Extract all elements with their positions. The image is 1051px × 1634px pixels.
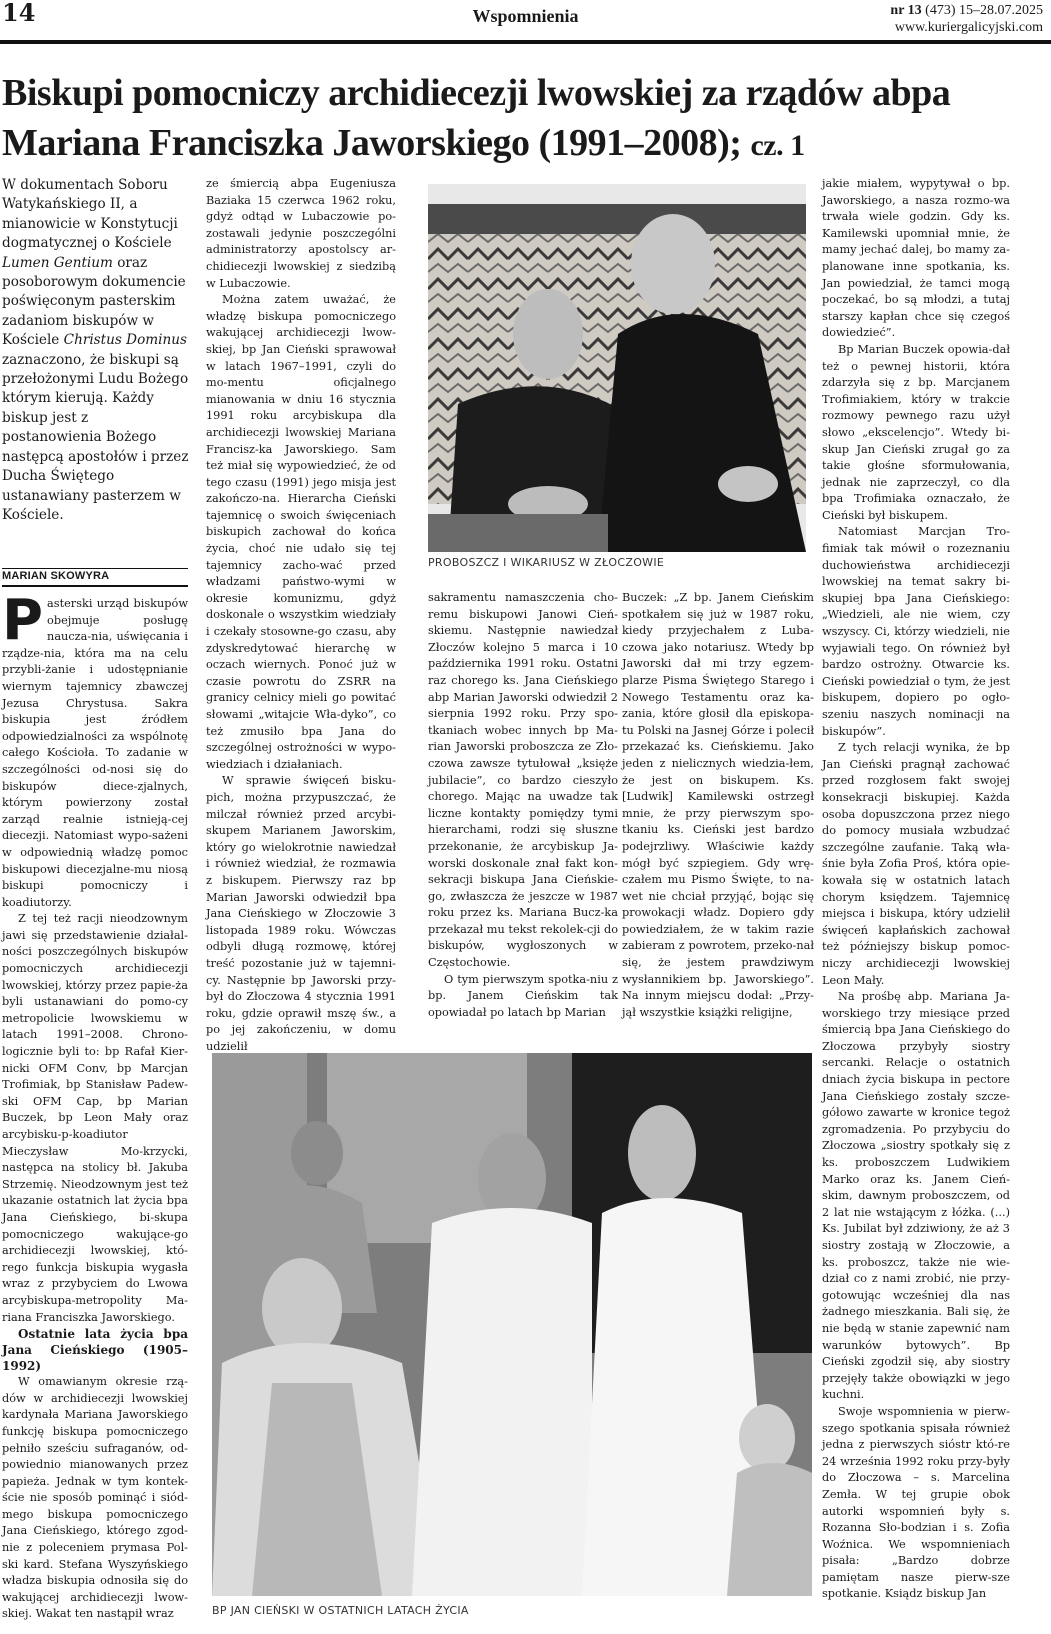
column-5	[822, 176, 1010, 1603]
section-title: Wspomnienia	[472, 6, 579, 26]
lead-italic: Lumen Gentium	[2, 254, 113, 271]
paragraph: Z tych relacji wynika, że bp Jan Cieński pragnął zachować przed rozgłosem fakt swojej konsekracji biskupiej. Każda osoba dopuszczona przez niego do pomocy musiała wzbudzać szczególne zaufanie. Taką wła-śnie była Zofia Proś, która opie-kowała się w ostatnich latach chorym księdzem. Tajemnicę miejsca i biskupa, który udzielił święceń kapłańskich zachował też późniejszy biskup pomoc-niczy archidiecezji lwowskiej Leon Mały.	[822, 741, 1010, 987]
paragraph: Natomiast Marcjan Tro-fimiak tak mówił o rozeznaniu duchowieństwa archidiecezji lwowskiej na temat sakry bi-skupiej bpa Jana Cieńskiego: „Wiedzieli, ale nie wiem, czy wszyscy. Ci, którzy wiedzieli, nie wyjawiali tego. On również był bardzo ostrożny. Otwarcie ks. Cieński powiedział o tym, że jest biskupem, dopiero po ogło-szeniu naszych nominacji na biskupów”.	[822, 525, 1010, 738]
paragraph: O tym pierwszym spotka-niu z bp. Janem Cieńskim tak opowiadał po latach bp Marian	[428, 972, 618, 1019]
issue-details: (473) 15–28.07.2025	[925, 3, 1043, 18]
author-byline: MARIAN SKOWYRA	[2, 570, 110, 582]
paragraph: W sprawie święceń bisku-pich, można przypuszczać, że milczał również przed arcybi-skupem Marianem Jaworskim, który go wielokrotnie nawiedzał i również wiedział, że rozmawia z biskupem. Pierwszy raz bp Marian Jaworski odwiedził bpa Jana Cieńskiego w Złoczowie 3 listopada 1989 roku. Wówczas odbyli długą rozmowę, której treść pozostanie już w tajemni-cy. Następnie bp Jaworski przy-był do Złoczowa 4 stycznia 1991 roku, gdzie oprawił mszę św., a po jej zakończeniu, w domu udzielił	[206, 774, 396, 1053]
paragraph: Bp Marian Buczek opowia-dał też o pewnej historii, która zdarzyła się z bp. Marcjanem Trofimiakiem, który w trakcie rozmowy pewnego razu użył słowo „ekscelencjo”. Wtedy bi-skup Jan Cieński zrugał go za takie głośne sformułowania, jednak nie zaprzeczył, co dla bpa Trofimiaka oznaczało, że Cieński był biskupem.	[822, 342, 1010, 522]
issue-info	[890, 2, 1043, 36]
photo-priests	[428, 184, 806, 552]
paragraph: Z tej też racji nieodzownym jawi się przedstawienie działal-ności poszczególnych biskupów pomocniczych archidiecezji lwowskiej, którzy przez papie-ża byli ustanawiani do pomo-cy metropolicie lwowskiemu w latach 1991–2008. Chrono-logicznie byli to: bp Rafał Kier-nicki OFM Conv, bp Marcjan Trofimiak, bp Stanisław Padew-ski OFM Cap, bp Marian Buczek, bp Leon Mały oraz arcybisku-p-koadiutor Mieczysław Mo-krzycki, następca na stolicy bł. Jakuba Strzemię. Nieodzownym jest też ukazanie ostatnich lat życia bpa Jana Cieńskiego, bi-skupa pomocniczego wakujące-go archidiecezji lwowskiej, któ-rego funkcja biskupia wygasła wraz z przybyciem do Lwowa arcybiskupa-metropolity Ma-riana Franciszka Jaworskiego.	[2, 912, 188, 1324]
title-part: cz. 1	[750, 129, 805, 162]
page-number: 14	[2, 0, 36, 27]
photo-caption: PROBOSZCZ I WIKARIUSZ W ZŁOCZOWIE	[428, 556, 665, 569]
byline-rule-bottom	[2, 585, 188, 587]
subheading: Ostatnie lata życia bpa Jana Cieńskiego (1905–1992)	[2, 1327, 188, 1374]
lead-text: zaznaczono, że biskupi są przełożonymi Ludu Bożego którym kierują. Każdy biskup jest z postanowienia Bożego następcą apostołów i przez Ducha Świętego ustanawiany pasterzem w Kościele.	[2, 351, 189, 523]
paragraph: Na prośbę abp. Mariana Ja-worskiego trzy miesiące przed śmiercią bpa Jana Cieńskiego do Złoczowa przybyły siostry sercanki. Relacje o ostatnich dniach życia biskupa in pectore Jana Cieńskiego zostały szcze-gółowo zawarte w kronice tegoż zgromadzenia. Po przybyciu do Złoczowa „siostry spotkały się z ks. proboszczem Ludwikiem Marko oraz ks. Janem Cień-skim, dawnym proboszczem, od 2 lat nie wstającym z łóżka. (...) Ks. Jubilat był zdziwiony, że aż 3 siostry zostają w Złoczowie, a ks. proboszcz, także nie wie-dział co z nami zrobić, nie przy-gotowując wcześniej dla nas żadnego mieszkania. Bali się, że nie będą w stanie zapewnić nam warunków bytowych”. Bp Cieński zgodził się, aby siostry przejęły także obowiązki w jego kuchni.	[822, 990, 1010, 1402]
column-4	[622, 590, 814, 1021]
lead-text: oraz posoborowym dokumencie poświęconym pasterskim zadaniom biskupów w Kościele	[2, 254, 186, 349]
photo-priests-image	[428, 184, 806, 552]
paragraph: jakie miałem, wypytywał o bp. Jaworskiego, a nasza rozmo-wa trwała wiele godzin. Gdy ks. Kamilewski upomniał mnie, że mamy jechać dalej, bo mamy za-planowane inne spotkania, ks. Jan powiedział, że tamci mogą poczekać, bo są młodzi, a tutaj starszy kapłan chce się czegoś dowiedzieć”.	[822, 177, 1010, 340]
lead-italic: Christus Dominus	[63, 332, 187, 349]
byline-rule-top	[2, 568, 188, 569]
issue-number: nr 13	[890, 3, 922, 18]
paragraph: W omawianym okresie rzą-dów w archidiecezji lwowskiej kardynała Mariana Jaworskiego funkcję biskupa pomocniczego pełniło sześciu sufraganów, od-powiednio mianowanych przez papieża. Jednak w tym kontek-ście nie sposób pominąć i siód-mego biskupa pomocniczego Jana Cieńskiego, którego zgod-nie z poleceniem prymasa Pol-ski kard. Stefana Wyszyńskiego władza biskupia odnosiła się do wakującej archidiecezji lwow-skiej. Wakat ten nastąpił wraz	[2, 1375, 188, 1621]
lead-text: W dokumentach Soboru Watykańskiego II, a mianowicie w Konstytucji dogmatycznej o Kościele	[2, 177, 178, 252]
paragraph: Można zatem uważać, że władzę biskupa pomocniczego wakującej archidiecezji lwow-skiej, bp Jan Cieński sprawował w latach 1967–1991, czyli do mo-mentu oficjalnego mianowania w dniu 16 stycznia 1991 roku arcybiskupa dla archidiecezji lwowskiej Mariana Francisz-ka Jaworskiego. Sam też miał się wypowiedzieć, że od tego czasu (1991) jego misja jest zakończo-na. Hierarcha Cieński tajemnicę o swoich święceniach biskupich zachował do końca życia, choć nie udało się tej tajemnicy zacho-wać przed władzami państwo-wymi w okresie komunizmu, gdyż doskonale o wszystkim wiedziały i czekały stosowne-go czasu, aby zdyskredytować hierarchę w oczach wiernych. Ponoć już w czasie powrotu do ZSRR na granicy celnicy mieli go powitać słowami „witajcie Wła-dyko”, co też zmusiło bpa Jana do szczególnej ostrożności w wypo-wiedziach i działaniach.	[206, 293, 396, 771]
paragraph	[2, 588, 188, 911]
photo-bishop	[212, 1053, 812, 1596]
paragraph-text: asterski urząd biskupów obejmuje posługę naucza-nia, uświęcania i rządze-nia, która ma na celu przybli-żanie i udostępnianie wiernym tajemnicy zbawczej Jezusa Chrystusa. Sakra biskupia jest źródłem odpowiedzialności za wspólnotę całego Kościoła. To zadanie w szczególności od-nosi się do biskupów diece-zjalnych, którym powierzony został zarząd realnie istnieją-cej diecezji. Natomiast wypo-sażeni w odpowiednią władzę pomoc biskupowi diecezjalne-mu niosą biskupi pomocniczy i koadiutorzy.	[2, 597, 188, 909]
article-title	[2, 68, 1047, 171]
title-main: Biskupi pomocniczy archidiecezji lwowskiej za rządów abpa Mariana Franciszka Jaworskiego (1991–2008);	[2, 72, 951, 164]
drop-cap: P	[2, 588, 44, 653]
paragraph: Swoje wspomnienia w pierw-szego spotkania spisała również jedna z pierwszych sióstr któ-re 24 września 1992 roku przy-były do Złoczowa – s. Marcelina Zemła. W tej grupie obok autorki wspomnień były s. Rozanna Sło-bodzian i s. Zofia Woźnica. We wspomnieniach pisała: „Bardzo dobrze pamiętam nasze pierw-sze spotkanie. Ksiądz biskup Jan	[822, 1404, 1010, 1601]
column-3	[428, 590, 618, 1021]
article-lead	[2, 176, 190, 525]
photo-bishop-image	[212, 1053, 812, 1596]
paragraph: Buczek: „Z bp. Janem Cieńskim spotkałem się już w 1987 roku, kiedy przyjechałem z Luba-czowa jako notariusz. Wtedy bp Jaworski dał mi trzy egzem-plarze Pisma Świętego Starego i Nowego Testamentu oraz ka-zania, które głosił dla episkopa-tu Polski na Jasnej Górze i polecił przekazać ks. Cieńskiemu. Jako jeden z nielicznych wiedzia-łem, że jest on biskupem. Ks. [Ludwik] Kamilewski ostrzegł mnie, że przy pierwszym spo-tkaniu ks. Cieński jest bardzo podejrzliwy. Właściwie każdy mógł być szpiegiem. Gdy wrę-czałem mu Pismo Święte, to na-wet nie chciał przyjąć, bojąc się prowokacji władz. Dopiero gdy powiedziałem, że w takim razie zabieram z powrotem, przeko-nał się, że jestem prawdziwym wysłannikiem bp. Jaworskiego”. Na innym miejscu dodał: „Przy-jął wszystkie książki religijne,	[622, 591, 814, 1019]
paragraph: sakramentu namaszczenia cho-remu biskupowi Janowi Cień-skiemu. Następnie nawiedzał Złoczów kolejno 5 marca i 10 października 1991 roku. Ostatni raz chorego ks. Jana Cieńskiego abp Marian Jaworski odwiedził 2 sierpnia 1992 roku. Przy spo-tkaniach wobec innych bp Ma-rian Jaworski proboszcza ze Zło-czowa zawsze tytułował „księże jubilacie”, co bardzo cieszyło chorego. Mając na uwadze tak liczne kontakty pomiędzy tymi hierarchami, rodzi się słuszne przekonanie, że arcybiskup Ja-worski doskonale znał fakt kon-sekracji biskupa Jana Cieńskie-go, zwłaszcza że jeszcze w 1987 roku przez ks. Mariana Bucz-ka przekazał mu tekst rekolek-cji do biskupów, wygłoszonych w Częstochowie.	[428, 591, 618, 970]
masthead	[0, 0, 1051, 44]
column-2	[206, 176, 396, 1055]
masthead-rule	[0, 40, 1051, 44]
paragraph: ze śmiercią abpa Eugeniusza Baziaka 15 czerwca 1962 roku, gdyż odtąd w Lubaczowie po-zostawali jedynie poszczególni administratorzy apostolscy ar-chidiecezji lwowskiej z siedzibą w Lubaczowie.	[206, 177, 396, 290]
photo-caption: BP JAN CIEŃSKI W OSTATNICH LATACH ŻYCIA	[212, 1604, 469, 1617]
website-link[interactable]: www.kuriergalicyjski.com	[894, 20, 1043, 35]
column-1	[2, 588, 188, 1623]
